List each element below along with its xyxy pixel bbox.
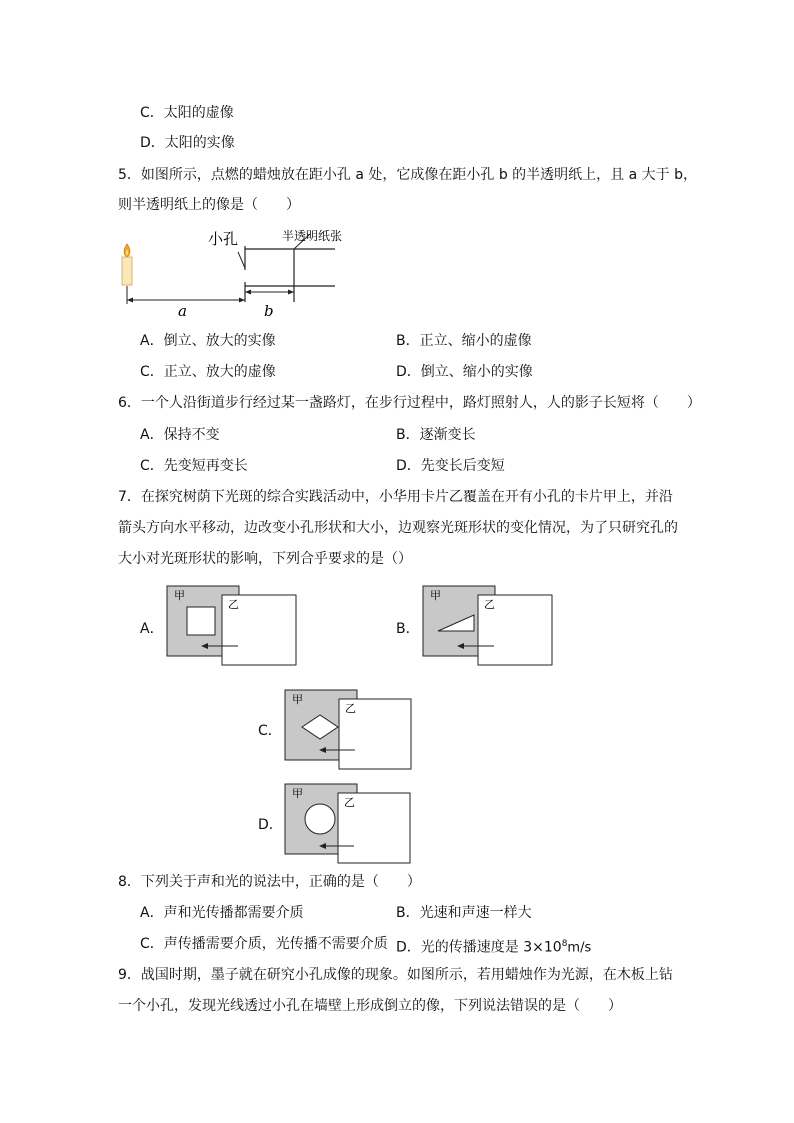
label-paper: 半透明纸张: [282, 229, 343, 243]
label-yi: 乙: [228, 598, 239, 611]
q7-stem-line2: 箭头方向水平移动，边改变小孔形状和大小，边观察光斑形状的变化情况，为了只研究孔的: [118, 520, 678, 536]
q6-option-c: C．先变短再变长: [140, 458, 248, 474]
q5-option-b: B．正立、缩小的虚像: [396, 333, 532, 349]
q4-option-c: C．太阳的虚像: [140, 105, 234, 121]
label-jia: 甲: [430, 589, 441, 602]
q6-option-b: B．逐渐变长: [396, 427, 476, 443]
q5-option-d: D．倒立、缩小的实像: [396, 364, 533, 380]
q8-stem: 8．下列关于声和光的说法中，正确的是（ ）: [118, 874, 421, 890]
q7-option-c-label: C．: [258, 723, 282, 739]
circle-hole: [305, 804, 335, 834]
q8-option-d: [396, 935, 591, 958]
hole-leader-line: [238, 252, 245, 268]
q7-stem-line1: 7．在探究树荫下光斑的综合实践活动中，小华用卡片乙覆盖在开有小孔的卡片甲上，并沿: [118, 489, 673, 505]
q9-stem-line1: 9．战国时期，墨子就在研究小孔成像的现象。如图所示，若用蜡烛作为光源，在木板上钻: [118, 967, 673, 983]
label-jia: 甲: [292, 693, 303, 706]
q5-option-a: A．倒立、放大的实像: [140, 333, 276, 349]
q7-option-b-label: B．: [396, 621, 420, 637]
q5-option-c: C．正立、放大的虚像: [140, 364, 276, 380]
pinhole-camera-figure: [110, 224, 350, 320]
q7-figure-c: [284, 689, 416, 771]
label-b: b: [264, 302, 274, 320]
q6-option-a: A．保持不变: [140, 427, 220, 443]
candle-icon: [122, 244, 132, 285]
q7-option-d-label: D．: [258, 817, 283, 833]
label-yi: 乙: [345, 702, 356, 715]
label-jia: 甲: [292, 787, 303, 800]
label-yi: 乙: [344, 796, 355, 809]
q8-option-b: B．光速和声速一样大: [396, 905, 532, 921]
label-jia: 甲: [174, 589, 185, 602]
q7-figure-a: [166, 585, 298, 667]
square-hole: [187, 607, 215, 635]
q6-stem: 6．一个人沿街道步行经过某一盏路灯，在步行过程中，路灯照射人，人的影子长短将（ ）: [118, 395, 701, 411]
q5-stem-line2: 则半透明纸上的像是（ ）: [118, 197, 300, 213]
q5-stem-line1: 5．如图所示，点燃的蜡烛放在距小孔 a 处，它成像在距小孔 b 的半透明纸上，且 a 大于 b，: [118, 167, 697, 183]
label-yi: 乙: [484, 598, 495, 611]
q7-option-a-label: A．: [140, 621, 164, 637]
q7-stem-line3: 大小对光斑形状的影响，下列合乎要求的是（）: [118, 551, 412, 567]
q6-option-d: D．先变长后变短: [396, 458, 505, 474]
q9-stem-line2: 一个小孔，发现光线透过小孔在墙壁上形成倒立的像，下列说法错误的是（ ）: [118, 998, 622, 1014]
q7-figure-d: [284, 783, 416, 865]
label-hole: 小孔: [208, 230, 239, 248]
q4-option-d: D．太阳的实像: [140, 135, 235, 151]
q7-figure-b: [422, 585, 554, 667]
q8-option-c: C．声传播需要介质，光传播不需要介质: [140, 936, 388, 952]
q8-option-a: A．声和光传播都需要介质: [140, 905, 304, 921]
q8-option-d-text: D．光的传播速度是 3×10: [396, 939, 562, 956]
q8-option-d-exponent: 8: [561, 939, 568, 949]
q8-option-d-unit: m/s: [567, 940, 592, 956]
label-a: a: [178, 302, 187, 320]
